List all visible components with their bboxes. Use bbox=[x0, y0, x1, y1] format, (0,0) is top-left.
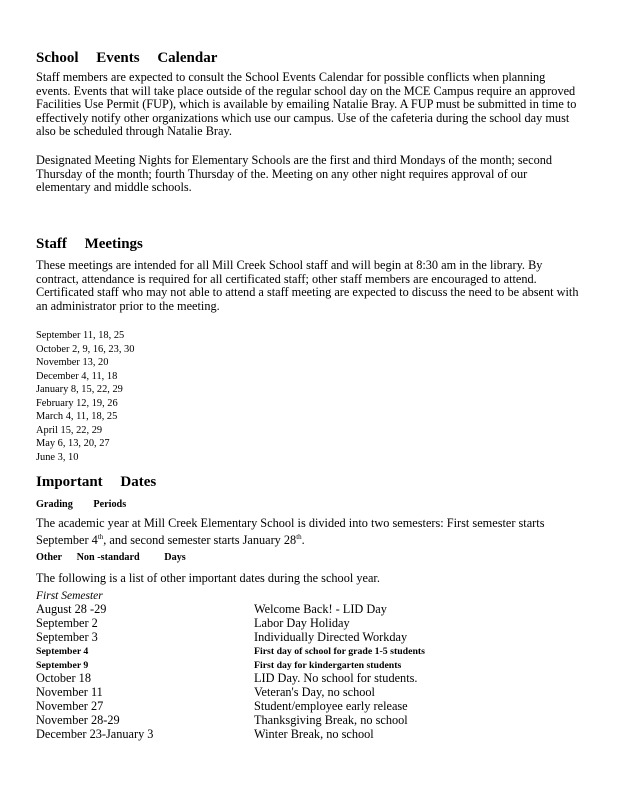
date-cell: September 4 bbox=[36, 645, 89, 657]
date-row bbox=[36, 700, 586, 714]
other-days-intro: The following is a list of other important dates during the school year. bbox=[36, 571, 380, 585]
event-cell: LID Day. No school for students. bbox=[254, 671, 418, 686]
event-cell: First day for kindergarten students bbox=[254, 659, 402, 671]
periods-word: Periods bbox=[93, 499, 127, 510]
schedule-row: October 2, 9, 16, 23, 30 bbox=[36, 343, 135, 355]
event-cell: First day of school for grade 1-5 students bbox=[254, 645, 425, 657]
date-row bbox=[36, 631, 586, 645]
date-row bbox=[36, 714, 586, 728]
nonstandard-word: Non -standard bbox=[76, 552, 140, 563]
staff-meetings-paragraph: These meetings are intended for all Mill Creek School staff and will begin at 8:30 am in the library. By contract, attendance is required for all certificated staff; other staff members are encouraged to attend. Certificated staff who may not able to attend a staff meeting are expected to discuss the need to be absent with an administrator prior to the meeting. bbox=[36, 258, 579, 313]
event-cell: Student/employee early release bbox=[254, 699, 408, 714]
schedule-row: April 15, 22, 29 bbox=[36, 424, 103, 436]
event-cell: Winter Break, no school bbox=[254, 727, 374, 742]
important-dates-list bbox=[36, 603, 586, 742]
date-row bbox=[36, 645, 586, 659]
grading-text-a: The academic year at Mill Creek Elementary School is divided into two semesters: First semester starts September 4 bbox=[36, 516, 545, 547]
date-cell: September 3 bbox=[36, 629, 98, 644]
date-row bbox=[36, 659, 586, 673]
grading-periods-paragraph bbox=[36, 517, 581, 547]
event-cell: Veteran's Day, no school bbox=[254, 685, 375, 700]
important-dates-heading: Important Dates bbox=[36, 474, 157, 490]
schedule-row: November 13, 20 bbox=[36, 357, 109, 369]
date-row bbox=[36, 617, 586, 631]
schedule-row: May 6, 13, 20, 27 bbox=[36, 438, 110, 450]
other-word: Other bbox=[36, 552, 63, 563]
event-cell: Individually Directed Workday bbox=[254, 629, 408, 644]
event-cell: Welcome Back! - LID Day bbox=[254, 602, 387, 616]
event-cell: Labor Day Holiday bbox=[254, 615, 350, 630]
schedule-row: June 3, 10 bbox=[36, 451, 79, 463]
days-word: Days bbox=[164, 552, 186, 563]
date-row bbox=[36, 603, 586, 617]
date-cell: September 9 bbox=[36, 659, 89, 671]
grading-sup-b: th bbox=[296, 532, 302, 541]
grading-text-b: , and second semester starts January 28 bbox=[103, 532, 297, 547]
date-cell: November 28-29 bbox=[36, 713, 120, 728]
date-row bbox=[36, 728, 586, 742]
date-cell: August 28 -29 bbox=[36, 602, 107, 616]
date-cell: September 2 bbox=[36, 615, 98, 630]
grading-word: Grading bbox=[36, 499, 73, 510]
date-cell: December 23-January 3 bbox=[36, 727, 154, 742]
other-nonstandard-days-subheading bbox=[36, 552, 186, 563]
event-cell: Thanksgiving Break, no school bbox=[254, 713, 408, 728]
schedule-row: September 11, 18, 25 bbox=[36, 330, 125, 341]
schedule-row: January 8, 15, 22, 29 bbox=[36, 384, 123, 396]
date-row bbox=[36, 672, 586, 686]
date-cell: November 27 bbox=[36, 699, 104, 714]
school-events-paragraph-1: Staff members are expected to consult the School Events Calendar for possible conflicts when planning events. Events that will take place outside of the regular school day on the MCE Campus require an approved Facilities Use Permit (FUP), which is available by emailing Natalie Bray. A FUP must be submitted in time to effectively notify other organizations which use our campus. Use of the cafeteria during the school day must also be scheduled through Natalie Bray. bbox=[36, 70, 577, 139]
staff-meetings-heading: Staff Meetings bbox=[36, 236, 143, 252]
date-row bbox=[36, 686, 586, 700]
grading-periods-subheading bbox=[36, 499, 126, 510]
date-cell: November 11 bbox=[36, 685, 103, 700]
school-events-heading: School Events Calendar bbox=[36, 50, 218, 66]
staff-meeting-schedule bbox=[36, 329, 236, 464]
schedule-row: March 4, 11, 18, 25 bbox=[36, 411, 118, 423]
grading-sup-a: th bbox=[97, 532, 104, 541]
school-events-paragraph-2: Designated Meeting Nights for Elementary Schools are the first and third Mondays of the month; second Thursday of the month; fourth Thursday of the. Meeting on any other night requires approval of our elementary and middle schools. bbox=[36, 153, 553, 195]
date-cell: October 18 bbox=[36, 671, 91, 686]
schedule-row: February 12, 19, 26 bbox=[36, 397, 118, 409]
grading-text-c: . bbox=[301, 532, 305, 547]
schedule-row: December 4, 11, 18 bbox=[36, 370, 118, 382]
first-semester-label: First Semester bbox=[36, 590, 103, 602]
